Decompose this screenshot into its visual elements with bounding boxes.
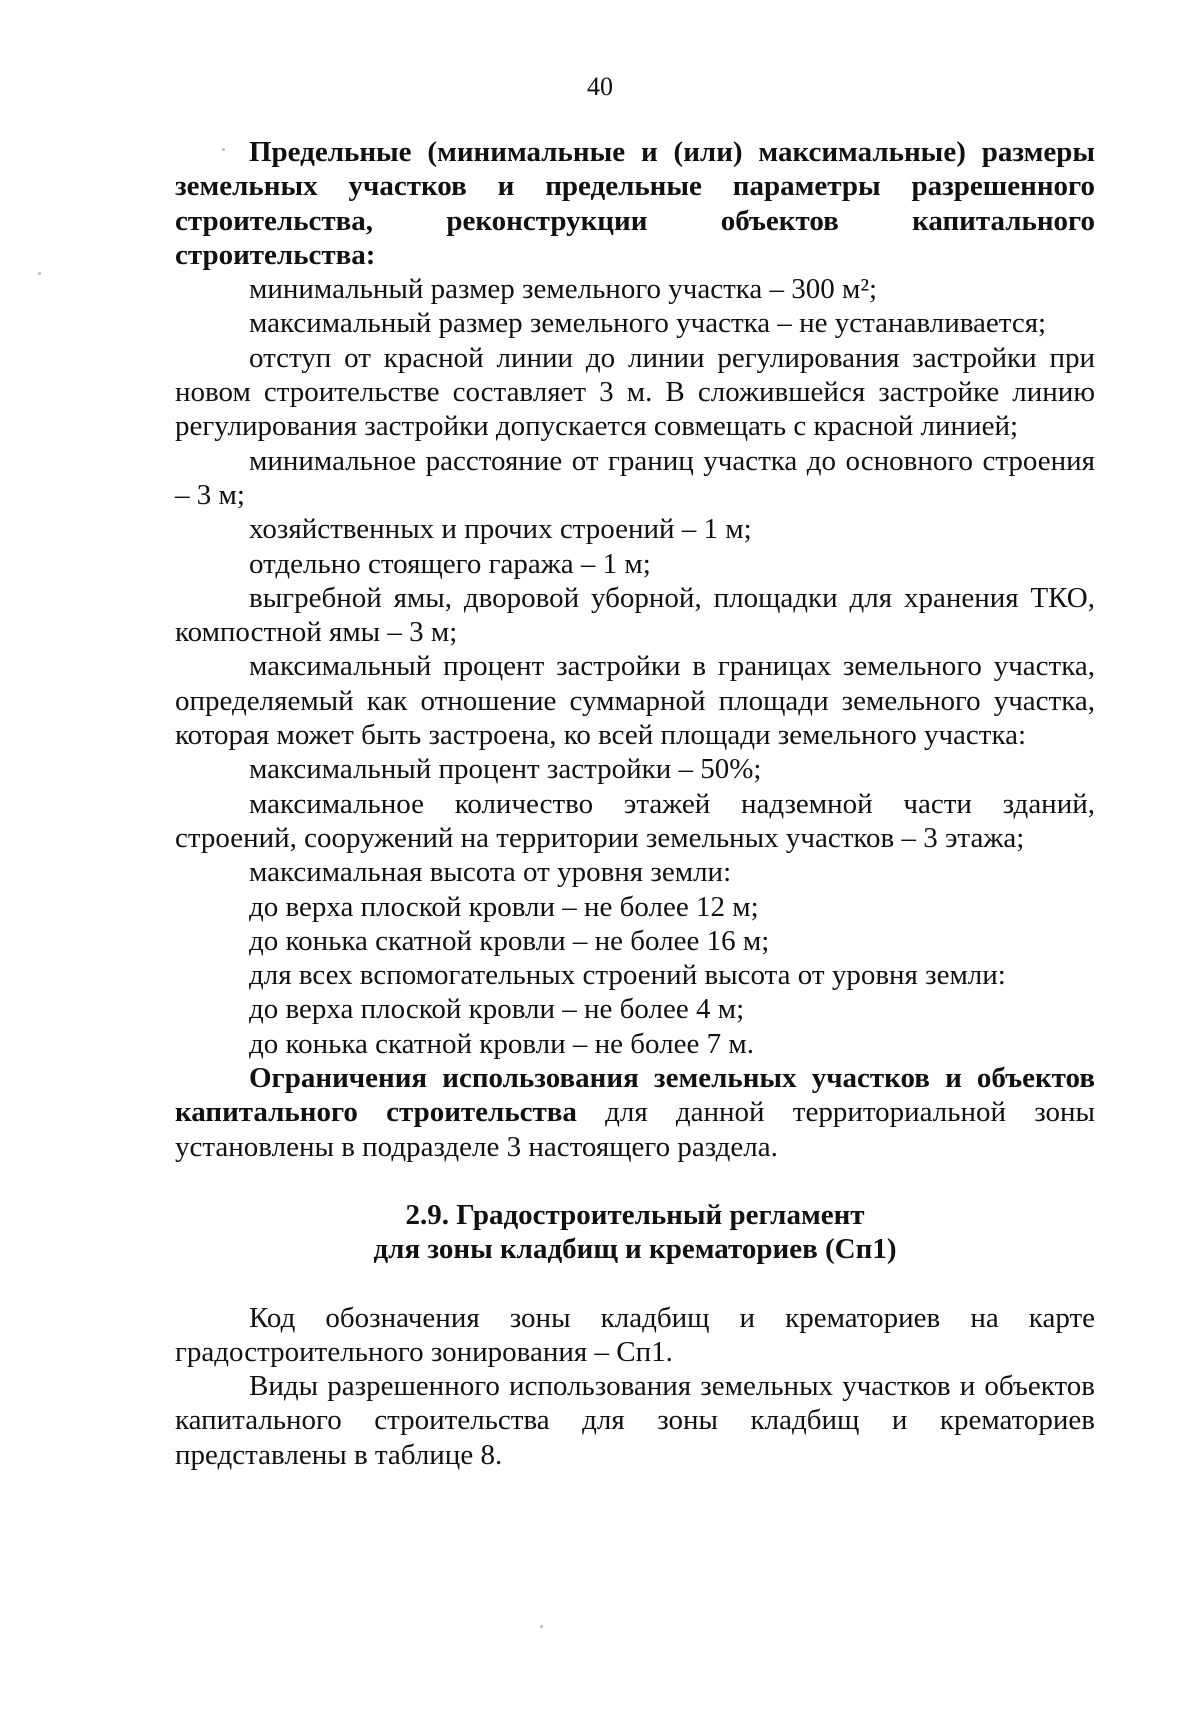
section-heading-line-1: 2.9. Градостроительный регламент xyxy=(405,1198,865,1231)
scan-speck xyxy=(222,148,225,151)
restrictions-text: для данной территориальной зоны установлены в подразделе 3 настоящего раздела. xyxy=(175,1096,1096,1163)
spacer xyxy=(175,1267,1095,1301)
list-item: максимальный размер земельного участка – не устанавливается; xyxy=(249,307,1047,340)
body-paragraph: Код обозначения зоны кладбищ и крематориев на карте градостроительного зонирования – Сп1. xyxy=(175,1301,1095,1368)
restrictions-paragraph xyxy=(175,1061,1095,1164)
list-item: минимальный размер земельного участка – 300 м²; xyxy=(249,273,878,306)
page-number: 40 xyxy=(587,72,613,101)
section-title: Предельные (минимальные и (или) максимальные) размеры земельных участков и предельные параметры разрешенного строительства, реконструкции объектов капитального строительства: xyxy=(175,136,1095,271)
list-item: минимальное расстояние от границ участка до основного строения – 3 м; xyxy=(175,444,1095,511)
list-item: максимальный процент застройки в границах земельного участка, определяемый как отношение суммарной площади земельного участка, которая может быть застроена, ко всей площади земельного участка: xyxy=(175,650,1095,752)
list-item: до верха плоской кровли – не более 4 м; xyxy=(249,993,745,1026)
list-item: отступ от красной линии до линии регулирования застройки при новом строительстве составляет 3 м. В сложившейся застройке линию регулирования застройки допускается совмещать с красной линией; xyxy=(175,341,1095,443)
list-item: максимальное количество этажей надземной части зданий, строений, сооружений на территории земельных участков – 3 этажа; xyxy=(175,787,1095,854)
list-item: отдельно стоящего гаража – 1 м; xyxy=(249,547,651,580)
spacer xyxy=(175,1164,1095,1198)
section-heading-line-2: для зоны кладбищ и крематориев (Сп1) xyxy=(373,1233,897,1266)
list-item: до конька скатной кровли – не более 16 м; xyxy=(249,924,770,957)
list-item: выгребной ямы, дворовой уборной, площадки для хранения ТКО, компостной ямы – 3 м; xyxy=(175,581,1095,649)
list-item: хозяйственных и прочих строений – 1 м; xyxy=(249,513,752,546)
list-item: максимальная высота от уровня земли: xyxy=(249,856,732,889)
restrictions-bold-text: Ограничения использования земельных участков и объектов капитального строительства xyxy=(175,1062,1095,1129)
list-item: максимальный процент застройки – 50%; xyxy=(249,753,762,786)
page-content xyxy=(175,135,1095,1472)
scan-speck xyxy=(38,272,41,275)
scan-speck xyxy=(540,1625,543,1628)
body-paragraph: Виды разрешенного использования земельных участков и объектов капитального строительства для зоны кладбищ и крематориев представлены в таблице 8. xyxy=(175,1370,1095,1471)
list-item: для всех вспомогательных строений высота от уровня земли: xyxy=(249,959,1006,992)
list-item: до конька скатной кровли – не более 7 м. xyxy=(249,1027,754,1060)
list-item: до верха плоской кровли – не более 12 м; xyxy=(249,890,759,923)
